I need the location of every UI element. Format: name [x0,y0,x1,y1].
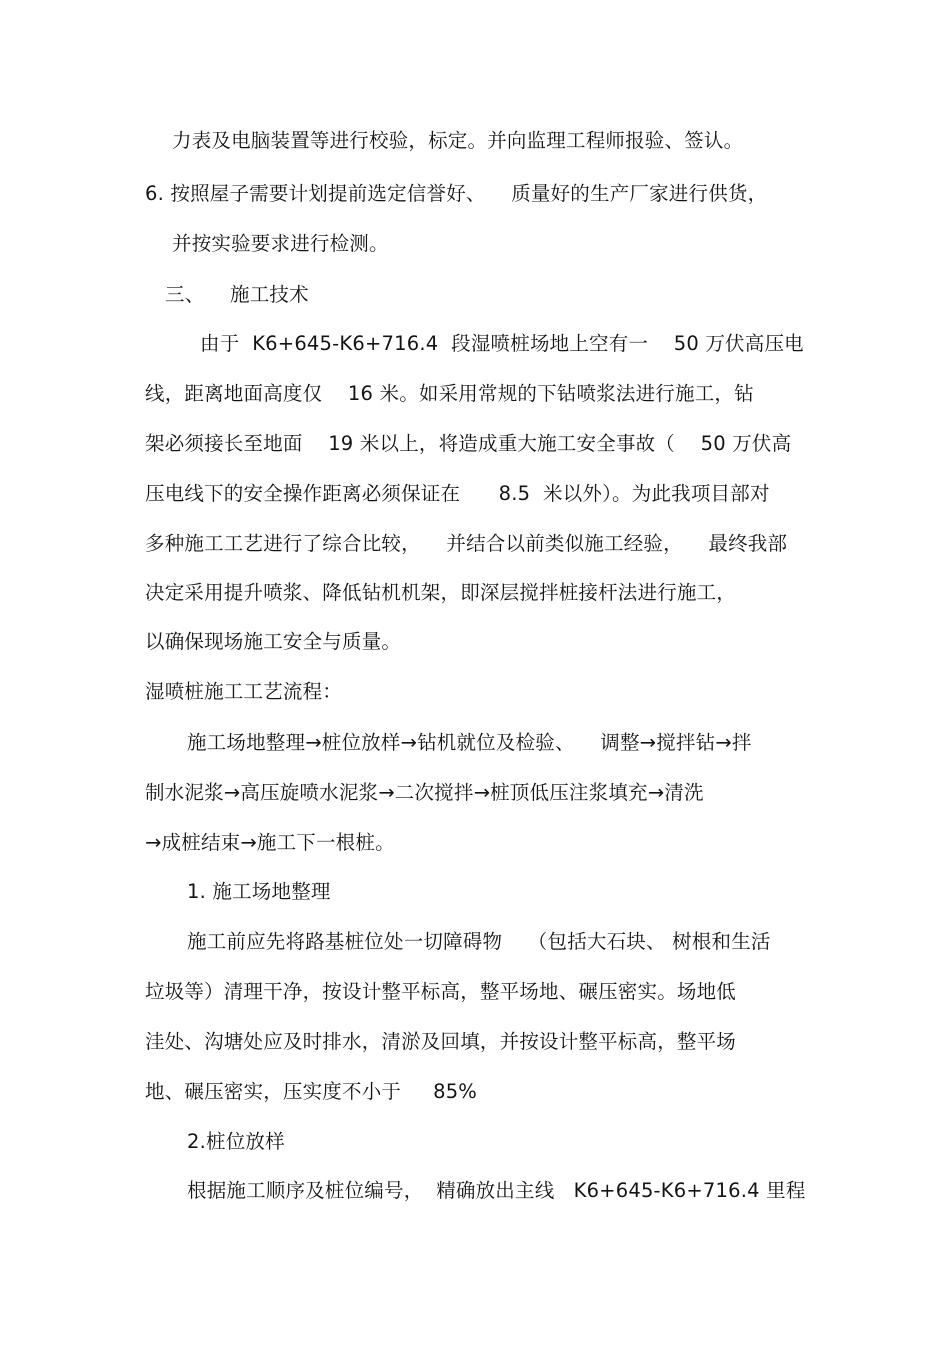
section-heading: 三、 施工技术 [165,283,309,306]
subheading-1: 1. 施工场地整理 [187,880,331,903]
text-line-3: 并按实验要求进行检测。 [172,232,389,255]
text-line-1: 力表及电脑装置等进行校验，标定。并向监理工程师报验、签认。 [172,129,744,152]
text-line-14: 制水泥浆→高压旋喷水泥浆→二次搅拌→桩顶低压注浆填充→清洗 [145,781,704,804]
text-line-2: 6. 按照屋子需要计划提前选定信誉好、 质量好的生产厂家进行供货， [145,182,768,205]
text-line-19: 洼处、沟塘处应及时排水，清淤及回填，并按设计整平标高，整平场 [145,1030,737,1053]
text-line-7: 架必须接长至地面 19 米以上，将造成重大施工安全事故（ 50 万伏高 [145,432,792,455]
text-line-11: 以确保现场施工安全与质量。 [145,630,402,653]
text-line-15: →成桩结束→施工下一根桩。 [145,831,395,854]
text-line-17: 施工前应先将路基桩位处一切障碍物 （包括大石块、 树根和生活 [187,930,771,953]
text-line-8: 压电线下的安全操作距离必须保证在 8.5 米以外）。为此我项目部对 [145,482,770,505]
text-line-6: 线，距离地面高度仅 16 米。如采用常规的下钻喷浆法进行施工，钻 [145,382,754,405]
text-line-18: 垃圾等）清理干净，按设计整平标高，整平场地、碾压密实。场地低 [145,980,737,1003]
text-line-9: 多种施工工艺进行了综合比较， 并结合以前类似施工经验， 最终我部 [145,532,788,555]
process-title: 湿喷桩施工工艺流程： [145,680,343,703]
subheading-2: 2.桩位放样 [187,1130,285,1153]
text-line-20: 地、碾压密实，压实度不小于 85% [145,1080,478,1103]
text-line-10: 决定采用提升喷浆、降低钻机机架，即深层搅拌桩接杆法进行施工， [145,581,737,604]
text-line-22: 根据施工顺序及桩位编号， 精确放出主线 K6+645-K6+716.4 里程 [187,1179,806,1202]
text-line-5: 由于 K6+645-K6+716.4 段湿喷桩场地上空有一 50 万伏高压电 [200,332,804,355]
text-line-13: 施工场地整理→桩位放样→钻机就位及检验、 调整→搅拌钻→拌 [187,731,752,754]
